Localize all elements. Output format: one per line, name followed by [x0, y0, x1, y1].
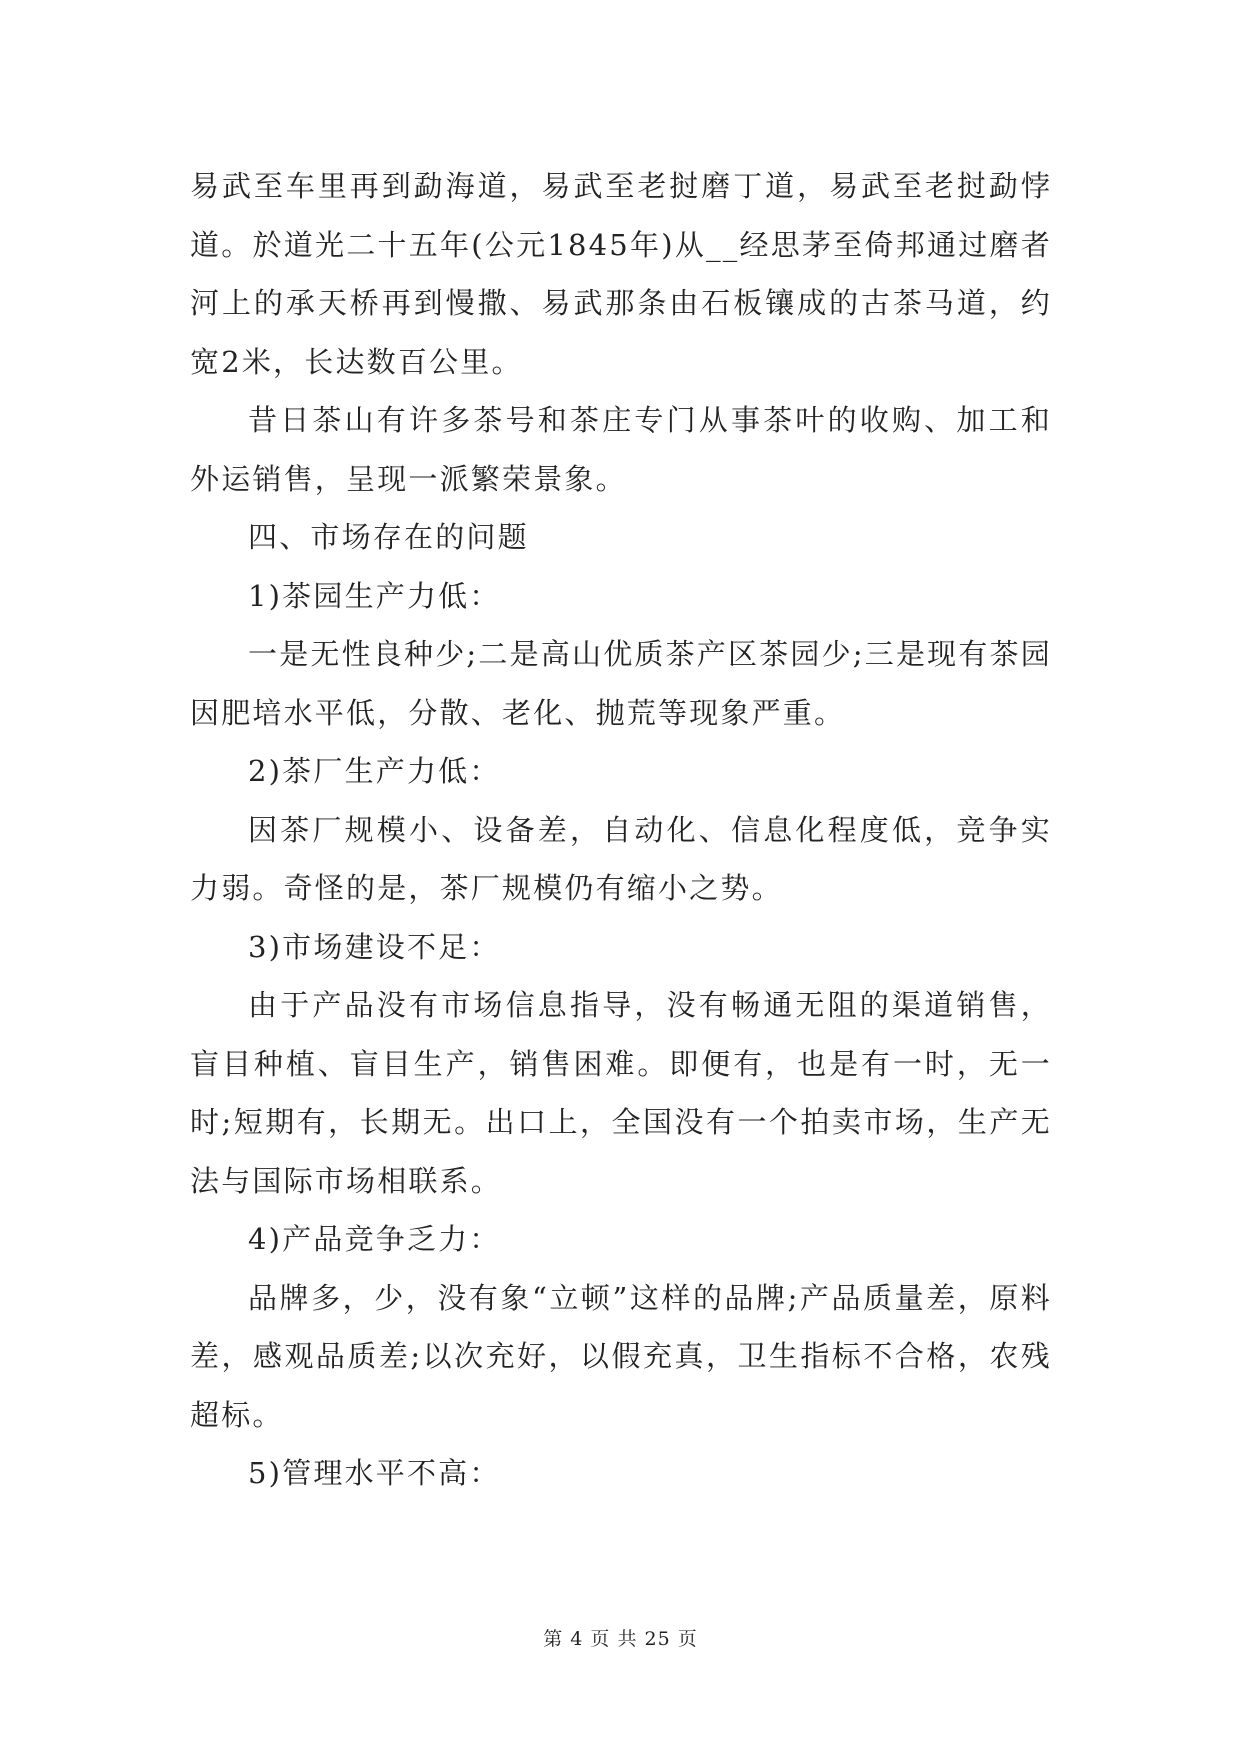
paragraph-item-1: 一是无性良种少;二是高山优质茶产区茶园少;三是现有茶园因肥培水平低，分散、老化、抛荒等现象严重。 [190, 637, 1052, 730]
paragraph-1: 易武至车里再到勐海道，易武至老挝磨丁道，易武至老挝勐悖道。於道光二十五年(公元1845年)从__经思茅至倚邦通过磨者河上的承天桥再到慢撒、易武那条由石板镶成的古茶马道，约宽2米，长达数百公里。 [190, 169, 1052, 379]
section-heading-market-problems: 四、市场存在的问题 [248, 520, 529, 554]
paragraph-item-3: 由于产品没有市场信息指导，没有畅通无阻的渠道销售，盲目种植、盲目生产，销售困难。即便有，也是有一时，无一时;短期有，长期无。出口上，全国没有一个拍卖市场，生产无法与国际市场相联系。 [190, 988, 1052, 1198]
item-heading-5: 5)管理水平不高： [248, 1456, 501, 1490]
document-body [190, 157, 1052, 1503]
item-heading-1: 1)茶园生产力低： [248, 578, 501, 613]
item-heading-2: 2)茶厂生产力低： [248, 754, 501, 788]
paragraph-item-4: 品牌多，少，没有象“立顿”这样的品牌;产品质量差，原料差，感观品质差;以次充好，以假充真，卫生指标不合格，农残超标。 [190, 1280, 1052, 1432]
paragraph-item-2: 因茶厂规模小、设备差，自动化、信息化程度低，竞争实力弱。奇怪的是，茶厂规模仍有缩小之势。 [190, 812, 1052, 905]
page-number-footer: 第 4 页 共 25 页 [543, 1628, 698, 1650]
item-heading-4: 4)产品竞争乏力： [248, 1222, 501, 1256]
item-heading-3: 3)市场建设不足： [248, 929, 501, 964]
paragraph-2: 昔日茶山有许多茶号和茶庄专门从事茶叶的收购、加工和外运销售，呈现一派繁荣景象。 [190, 403, 1052, 496]
